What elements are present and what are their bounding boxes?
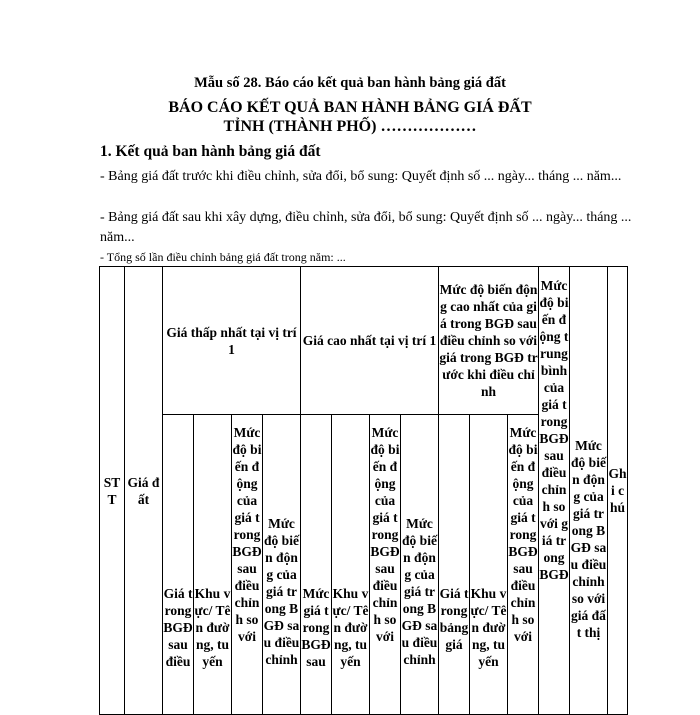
sub-max-price: Giá trong bảng giá <box>439 415 470 715</box>
sub-max-change: Mức độ biến động của giá trong BGĐ sau điều chỉnh so với <box>508 415 539 715</box>
sub-max-area: Khu vực/ Tên đường, tuyến <box>470 415 508 715</box>
price-table <box>99 266 628 715</box>
header-gia-dat: Giá đất <box>125 267 163 715</box>
paragraph-adjustment-count: - Tổng số lần điều chỉnh bảng giá đất trong năm: ... <box>100 250 346 264</box>
header-change-vs-market: Mức độ biến động của giá trong BGĐ sau điều chỉnh so với giá đất thị <box>570 267 608 715</box>
sub-low-price: Giá trong BGĐ sau điều <box>163 415 194 715</box>
sub-high-change: Mức độ biến động của giá trong BGĐ sau điều chỉnh so với <box>370 415 401 715</box>
header-max-change-group: Mức độ biến động cao nhất của giá trong BGĐ sau điều chỉnh so với giá trong BGĐ trước khi điều chỉnh <box>439 267 539 415</box>
report-title-line1: BÁO CÁO KẾT QUẢ BAN HÀNH BẢNG GIÁ ĐẤT <box>168 99 532 116</box>
form-title: Mẫu số 28. Báo cáo kết quả ban hành bảng giá đất <box>194 75 506 91</box>
paragraph-after-adjustment: - Bảng giá đất sau khi xây dựng, điều chỉnh, sửa đổi, bổ sung: Quyết định số ... ngày... tháng ... năm... <box>100 210 632 245</box>
report-title-line2: TỈNH (THÀNH PHỐ) ……………… <box>223 118 477 135</box>
header-average-change: Mức độ biến động trung bình của giá trong BGĐ sau điều chỉnh so với giá trong BGĐ <box>539 267 570 715</box>
paragraph-before-adjustment: - Bảng giá đất trước khi điều chỉnh, sửa đổi, bổ sung: Quyết định số ... ngày... tháng ... năm... <box>100 169 622 184</box>
sub-high-change-2: Mức độ biến động của giá trong BGĐ sau điều chỉnh <box>401 415 439 715</box>
sub-low-change: Mức độ biến động của giá trong BGĐ sau điều chỉnh so với <box>232 415 263 715</box>
section-heading: 1. Kết quả ban hành bảng giá đất <box>100 143 321 160</box>
sub-high-price: Mức giá trong BGĐ sau <box>301 415 332 715</box>
header-highest-price-group: Giá cao nhất tại vị trí 1 <box>301 267 439 415</box>
report-title <box>0 98 700 136</box>
sub-low-change-2: Mức độ biến động của giá trong BGĐ sau điều chỉnh <box>263 415 301 715</box>
sub-high-area: Khu vực/ Tên đường, tuyến <box>332 415 370 715</box>
header-note: Ghi chú <box>608 267 628 715</box>
sub-low-area: Khu vực/ Tên đường, tuyến <box>194 415 232 715</box>
header-lowest-price-group: Giá thấp nhất tại vị trí 1 <box>163 267 301 415</box>
header-stt: STT <box>100 267 125 715</box>
